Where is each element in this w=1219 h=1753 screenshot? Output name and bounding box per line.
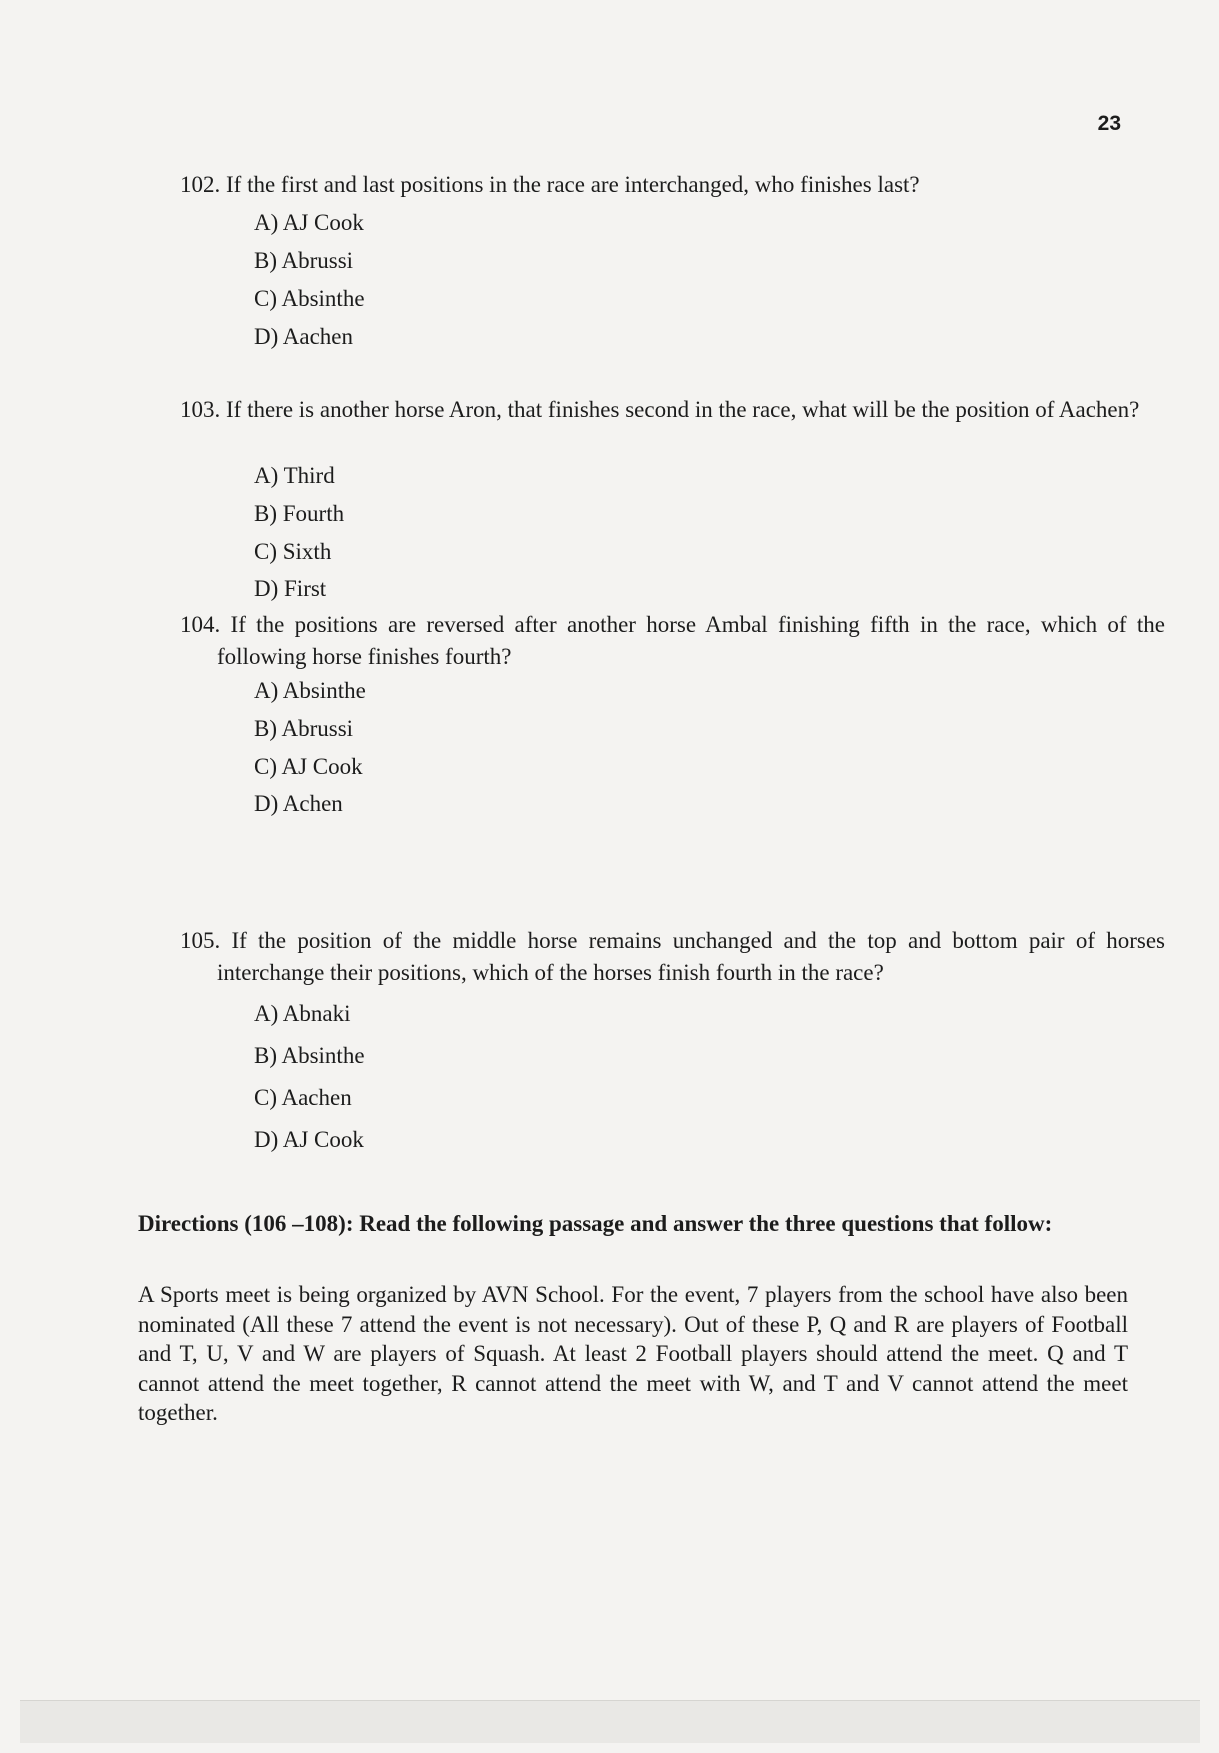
question-103-option-c: C) Sixth [254,539,332,564]
question-104-text: 104. If the positions are reversed after another horse Ambal finishing fifth in the race, which of the following horse finishes fourth? [180,612,1165,669]
question-102-text: 102. If the first and last positions in the race are interchanged, who finishes last? [180,172,920,197]
page-number: 23 [1097,112,1121,135]
question-102-option-b: B) Abrussi [254,248,354,273]
question-102-option-a: A) AJ Cook [254,210,364,235]
question-104-option-c: C) AJ Cook [254,754,363,779]
question-103-option-b: B) Fourth [254,501,345,526]
question-105-option-b: B) Absinthe [254,1043,365,1068]
question-105-option-c: C) Aachen [254,1085,352,1110]
question-103-option-a: A) Third [254,463,335,488]
question-104-option-b: B) Abrussi [254,716,354,741]
question-105-option-a: A) Abnaki [254,1001,351,1026]
question-105-text: 105. If the position of the middle horse remains unchanged and the top and bottom pair of horses interchange their positions, which of the horses finish fourth in the race? [180,928,1165,985]
question-102-option-c: C) Absinthe [254,286,365,311]
question-104-option-d: D) Achen [254,791,343,816]
question-105-option-d: D) AJ Cook [254,1127,364,1152]
question-103-text: 103. If there is another horse Aron, that finishes second in the race, what will be the position of Aachen? [180,397,1140,422]
scan-bottom-band [20,1700,1200,1743]
passage-text: A Sports meet is being organized by AVN School. For the event, 7 players from the school have also been nominated (All these 7 attend the event is not necessary). Out of these P, Q and R are players of Football and T, U, V and W are players of Squash. At least 2 Football players should attend the meet. Q and T cannot attend the meet together, R cannot attend the meet with W, and T and V cannot attend the meet together. [138,1282,1128,1425]
question-104-option-a: A) Absinthe [254,678,366,703]
question-102-option-d: D) Aachen [254,324,353,349]
question-103-option-d: D) First [254,576,327,601]
directions-heading: Directions (106 –108): Read the following passage and answer the three questions that follow: [138,1211,1053,1236]
